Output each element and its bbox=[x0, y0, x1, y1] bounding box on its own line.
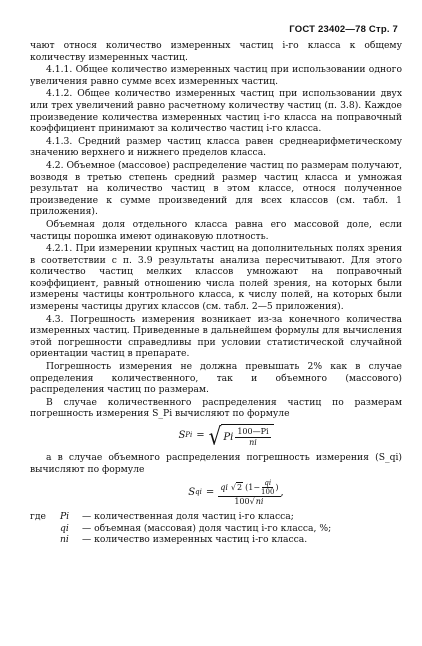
formula-num-factor: qi bbox=[220, 482, 228, 492]
formula-lhs-sub: Pi bbox=[185, 431, 193, 440]
formula-paren-open: (1− bbox=[245, 482, 261, 492]
formula-trail: , bbox=[280, 487, 284, 499]
paragraph: 4.1.2. Общее количество измеренных частиц при использовании двух или трех увеличений равно расчетному количеству частиц (п. 3.8). Каждое произведение количества измеренных частиц i-го класса на поправочный коэффициент принимают за количество частиц i-го класса. bbox=[30, 88, 402, 135]
definition-symbol: qi bbox=[60, 522, 69, 534]
inner-numerator: qi bbox=[264, 479, 272, 488]
inner-denominator: 100 bbox=[261, 488, 275, 497]
definition-text: — количественная доля частиц i-го класса; bbox=[82, 511, 294, 523]
formula-den-coeff: 100 bbox=[234, 497, 250, 507]
definition-text: — количество измеренных частиц i-го класса. bbox=[82, 534, 308, 546]
formula-root-arg: 2 bbox=[237, 483, 243, 493]
page-header: ГОСТ 23402—78 Стр. 7 bbox=[289, 24, 398, 35]
paragraph: 4.1.3. Средний размер частиц класса равен среднеарифметическому значению верхнего и нижнего пределов класса. bbox=[30, 135, 402, 159]
definition-row bbox=[30, 523, 402, 535]
radical-sign-icon: √ bbox=[208, 421, 222, 451]
paragraph: 4.2.1. При измерении крупных частиц на дополнительных полях зрения в соответствии с п. 3.9 результаты анализа пересчитывают. Для этого количество частиц мелких классов умножают на поправочный коэффициент, равный отношению числа полей зрения, на которых были измерены частицы контрольного класса, к числу полей, на которых были измерены частицы других классов (см. табл. 2—5 приложения). bbox=[30, 243, 402, 313]
definition-text: — объемная (массовая) доля частиц i-го класса, %; bbox=[82, 522, 332, 534]
fraction-numerator: 100—Pi bbox=[237, 427, 269, 436]
formula-factor: Pi bbox=[223, 431, 234, 443]
paragraph: 4.3. Погрешность измерения возникает из-за конечного количества измеренных частиц. Приведенные в дальнейшем формулы для вычисления этой погрешности справедливы при условии статистической случайной ориентации частиц в препарате. bbox=[30, 313, 402, 360]
definitions-list bbox=[30, 511, 402, 546]
formula-lhs-sub: qi bbox=[195, 488, 202, 497]
formula-eq: = bbox=[205, 487, 215, 499]
formula-s-pi bbox=[50, 421, 402, 451]
definition-row bbox=[30, 534, 402, 546]
definitions-where: где bbox=[30, 511, 46, 523]
paragraph: 4.2. Объемное (массовое) распределение частиц по размерам получают, возводя в третью степень средний размер частиц класса и умножая результат на количество частиц в этом классе, относя полученное произведение к сумме произведений для всех классов (см. табл. 1 приложения). bbox=[30, 159, 402, 218]
formula-fraction bbox=[235, 427, 270, 448]
formula-main-fraction bbox=[218, 479, 280, 507]
formula-paren-close: ) bbox=[275, 482, 279, 492]
formula-s-qi bbox=[70, 479, 402, 507]
radical-sign-icon: √ bbox=[230, 482, 237, 492]
formula-inner-fraction bbox=[261, 479, 274, 496]
paragraph: Погрешность измерения не должна превышать 2% как в случае определения количественного, так и объемного (массового) распределения частиц по размерам. bbox=[30, 361, 402, 396]
formula-den-root: ni bbox=[255, 497, 264, 507]
document-body bbox=[30, 40, 402, 546]
definition-symbol: ni bbox=[60, 534, 69, 546]
radical-sign-icon: √ bbox=[249, 497, 255, 507]
formula-sqrt bbox=[208, 421, 274, 451]
paragraph: В случае количественного распределения частиц по размерам погрешность измерения S_Pi вычисляют по формуле bbox=[30, 396, 402, 420]
formula-lhs: S bbox=[188, 487, 196, 499]
formula-lhs: S bbox=[178, 430, 186, 442]
formula-eq: = bbox=[196, 430, 205, 442]
paragraph: а в случае объемного распределения погрешность измерения (S_qi) вычисляют по формуле bbox=[30, 452, 402, 475]
definition-symbol: Pi bbox=[60, 511, 70, 523]
paragraph: Объемная доля отдельного класса равна его массовой доле, если частицы порошка имеют одинаковую плотность. bbox=[30, 218, 402, 242]
definition-row bbox=[30, 511, 402, 523]
paragraph: чают относя количество измеренных частиц i-го класса к общему количеству измеренных частиц. bbox=[30, 40, 402, 63]
fraction-denominator: ni bbox=[249, 438, 257, 447]
paragraph: 4.1.1. Общее количество измеренных частиц при использовании одного увеличения равно сумме всех измеренных частиц. bbox=[30, 64, 402, 87]
